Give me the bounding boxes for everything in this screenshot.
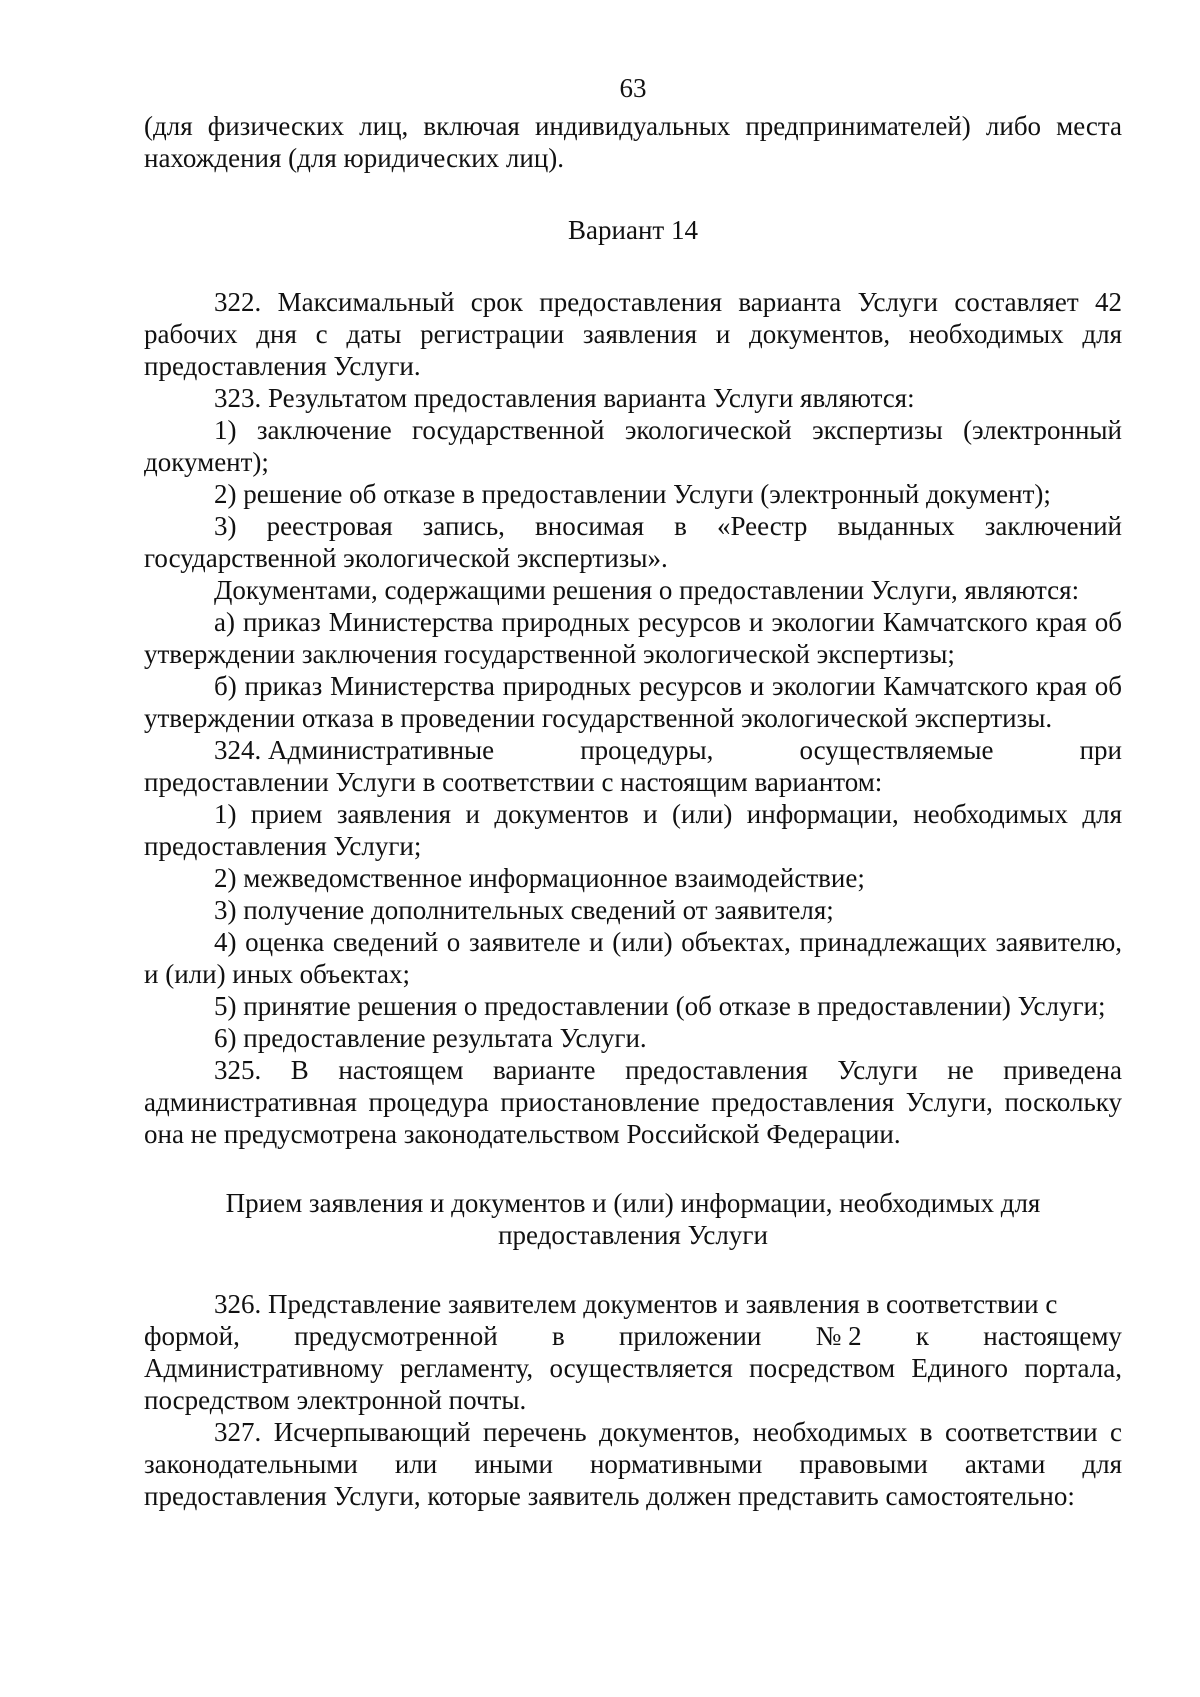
spacer <box>144 174 1122 214</box>
list-item-324-5: 5) принятие решения о предоставлении (об отказе в предоставлении) Услуги; <box>214 991 1106 1021</box>
intro-continuation: (для физических лиц, включая индивидуальных предпринимателей) либо места нахождения (для юридических лиц). <box>144 111 1122 173</box>
paragraph-326-second-line <box>144 1320 1122 1352</box>
list-item-324-2: 2) межведомственное информационное взаимодействие; <box>214 863 865 893</box>
paragraph-323: 323. Результатом предоставления варианта Услуги являются: <box>214 383 915 413</box>
paragraph-324-first-line <box>144 734 1122 766</box>
list-item-324-3: 3) получение дополнительных сведений от заявителя; <box>214 895 834 925</box>
list-item-324-1: 1) прием заявления и документов и (или) информации, необходимых для предоставления Услуги; <box>144 799 1122 861</box>
list-item-323-3: 3) реестровая запись, вносимая в «Реестр выданных заключений государственной экологической экспертизы». <box>144 511 1122 573</box>
word: № 2 <box>815 1321 862 1351</box>
documents-intro: Документами, содержащими решения о предоставлении Услуги, являются: <box>214 575 1080 605</box>
list-item-324-4: 4) оценка сведений о заявителе и (или) объектах, принадлежащих заявителю, и (или) иных объектах; <box>144 927 1122 989</box>
section-heading-line-1: Прием заявления и документов и (или) информации, необходимых для <box>225 1188 1041 1218</box>
word: 324. Административные <box>214 735 495 765</box>
variant-heading: Вариант 14 <box>568 215 698 245</box>
spacer <box>144 1251 1122 1288</box>
word: к <box>915 1321 930 1351</box>
section-heading-line-2: предоставления Услуги <box>498 1220 768 1250</box>
list-item-docs-b: б) приказ Министерства природных ресурсов и экологии Камчатского края об утверждении отказа в проведении государственной экологической экспертизы. <box>144 671 1122 733</box>
list-item-323-2: 2) решение об отказе в предоставлении Услуги (электронный документ); <box>214 479 1051 509</box>
paragraph-322: 322. Максимальный срок предоставления варианта Услуги составляет 42 рабочих дня с даты регистрации заявления и документов, необходимых для предоставления Услуги. <box>144 287 1122 381</box>
list-item-323-1: 1) заключение государственной экологической экспертизы (электронный документ); <box>144 415 1122 477</box>
word: в <box>551 1321 565 1351</box>
paragraph-325: 325. В настоящем варианте предоставления Услуги не приведена административная процедура приостановление предоставления Услуги, поскольку она не предусмотрена законодательством Российской Федерации. <box>144 1055 1122 1149</box>
word: настоящему <box>983 1321 1122 1351</box>
word: приложении <box>618 1321 762 1351</box>
spacer <box>144 1150 1122 1187</box>
word: осуществляемые <box>799 735 994 765</box>
paragraph-327: 327. Исчерпывающий перечень документов, необходимых в соответствии с законодательными или иными нормативными правовыми актами для предоставления Услуги, которые заявитель должен представить самостоятельно: <box>144 1417 1122 1511</box>
list-item-docs-a: а) приказ Министерства природных ресурсов и экологии Камчатского края об утверждении заключения государственной экологической экспертизы; <box>144 607 1122 669</box>
page-number: 63 <box>619 73 647 103</box>
word: формой, <box>144 1321 240 1351</box>
paragraph-324-rest: предоставлении Услуги в соответствии с настоящим вариантом: <box>144 767 883 797</box>
document-page <box>144 72 1122 1512</box>
paragraph-326-first-line: 326. Представление заявителем документов и заявления в соответствии с <box>214 1289 1058 1319</box>
word: предусмотренной <box>294 1321 498 1351</box>
list-item-324-6: 6) предоставление результата Услуги. <box>214 1023 647 1053</box>
word: при <box>1079 735 1122 765</box>
word: процедуры, <box>580 735 714 765</box>
spacer <box>144 246 1122 286</box>
paragraph-326-rest: Административному регламенту, осуществляется посредством Единого портала, посредством электронной почты. <box>144 1353 1122 1415</box>
